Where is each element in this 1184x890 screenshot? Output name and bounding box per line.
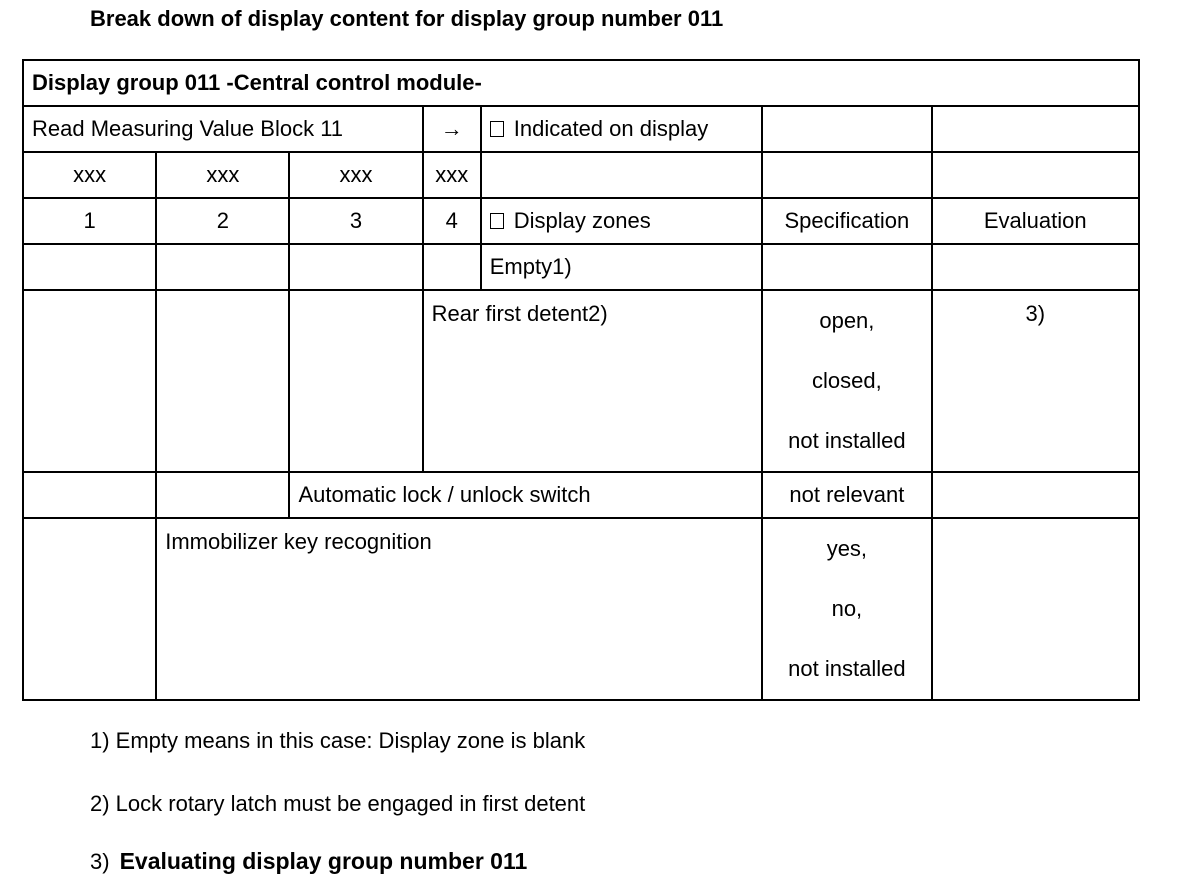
zone-number-1: 1: [23, 198, 156, 244]
empty-cell: [932, 244, 1139, 290]
page-title: Break down of display content for display group number 011: [90, 6, 724, 31]
empty-cell: [156, 244, 289, 290]
empty-cell: [932, 152, 1139, 198]
empty-cell: [762, 244, 931, 290]
empty-cell: [289, 244, 422, 290]
auto-lock-cell: Automatic lock / unlock switch: [289, 472, 762, 518]
spec-value: yes,: [826, 536, 868, 561]
zone-number-4: 4: [423, 198, 481, 244]
xxx-cell-3: xxx: [289, 152, 422, 198]
empty-cell: [156, 290, 289, 472]
auto-lock-spec-cell: not relevant: [762, 472, 931, 518]
spec-value: closed,: [812, 368, 882, 393]
specification-header: Specification: [762, 198, 931, 244]
empty-cell: [156, 472, 289, 518]
rear-first-detent-cell: Rear first detent2): [423, 290, 763, 472]
empty-cell: [23, 518, 156, 700]
empty-cell: [762, 106, 931, 152]
spec-value: not installed: [788, 428, 906, 453]
zone-number-2: 2: [156, 198, 289, 244]
zone-number-3: 3: [289, 198, 422, 244]
spec-value: no,: [831, 596, 863, 621]
indicated-cell: [481, 106, 762, 152]
immobilizer-spec-cell: [762, 518, 931, 700]
empty-cell: [23, 472, 156, 518]
indicated-label: Indicated on display: [513, 116, 709, 141]
empty-cell: [932, 106, 1139, 152]
empty-cell: [762, 152, 931, 198]
xxx-cell-2: xxx: [156, 152, 289, 198]
footnote-1: 1) Empty means in this case: Display zone is blank: [90, 728, 586, 753]
footnote-3-text: Evaluating display group number 011: [119, 848, 528, 874]
footnote-3: [90, 848, 527, 875]
empty-cell: [289, 290, 422, 472]
immobilizer-cell: Immobilizer key recognition: [156, 518, 762, 700]
empty-cell: [932, 518, 1139, 700]
spec-value: not installed: [788, 656, 906, 681]
rear-spec-cell: [762, 290, 931, 472]
footnote-3-number: 3): [90, 849, 110, 874]
rear-eval-cell: 3): [932, 290, 1139, 472]
read-block-cell: Read Measuring Value Block 11: [23, 106, 423, 152]
evaluation-header: Evaluation: [932, 198, 1139, 244]
empty-cell: [932, 472, 1139, 518]
checkbox-icon: [490, 121, 504, 137]
empty-zone-cell: Empty1): [481, 244, 762, 290]
checkbox-icon: [490, 213, 504, 229]
xxx-cell-1: xxx: [23, 152, 156, 198]
empty-cell: [23, 244, 156, 290]
empty-cell: [23, 290, 156, 472]
footnote-2: 2) Lock rotary latch must be engaged in first detent: [90, 791, 586, 816]
display-group-table: [22, 59, 1140, 701]
table-header: Display group 011 -Central control module-: [23, 60, 1139, 106]
display-zones-cell: [481, 198, 762, 244]
spec-value: open,: [819, 308, 875, 333]
empty-cell: [481, 152, 762, 198]
empty-cell: [423, 244, 481, 290]
xxx-cell-4: xxx: [423, 152, 481, 198]
display-zones-label: Display zones: [513, 208, 651, 233]
arrow-cell: →: [423, 106, 481, 152]
